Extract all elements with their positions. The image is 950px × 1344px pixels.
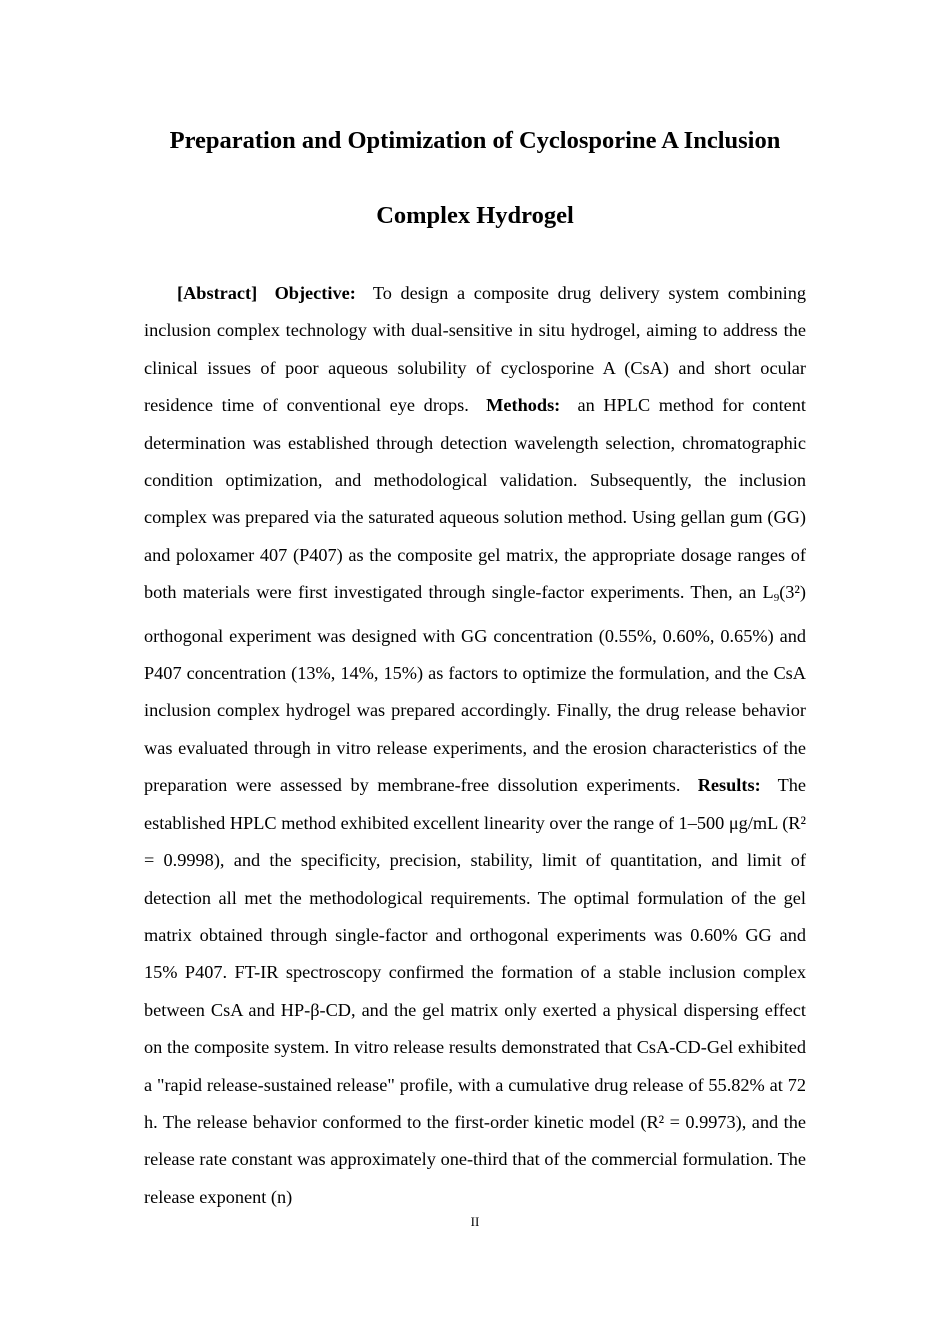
methods-text-b: (3²) orthogonal experiment was designed with GG concentration (0.55%, 0.60%, 0.65%) and P407 concentration (13%, 14%, 15%) as factors to optimize the formulation, and the CsA inclusion complex hydrogel was prepared accordingly. Finally, the drug release behavior was evaluated through in vitro release experiments, and the erosion characteristics of the preparation were assessed by membrane-free dissolution experiments. <box>144 582 806 796</box>
methods-subscript: 9 <box>773 592 780 605</box>
results-label: Results: <box>697 775 761 796</box>
paper-title-line-2: Complex Hydrogel <box>376 202 574 229</box>
page-number: II <box>470 1214 480 1229</box>
objective-label: Objective: <box>274 283 356 303</box>
paper-title-line-1: Preparation and Optimization of Cyclosporine A Inclusion <box>169 127 781 154</box>
results-text: The established HPLC method exhibited excellent linearity over the range of 1–500 μg/mL (R² = 0.9998), and the specificity, precision, stability, limit of quantitation, and limit of detection all met the methodological requirements. The optimal formulation of the gel matrix obtained through single-factor and orthogonal experiments was 0.60% GG and 15% P407. FT-IR spectroscopy confirmed the formation of a stable inclusion complex between CsA and HP-β-CD, and the gel matrix only exerted a physical dispersing effect on the composite system. In vitro release results demonstrated that CsA-CD-Gel exhibited a "rapid release-sustained release" profile, with a cumulative drug release of 55.82% at 72 h. The release behavior conformed to the first-order kinetic model (R² = 0.9973), and the release rate constant was approximately one-third that of the commercial formulation. The release exponent (n) <box>144 775 806 1207</box>
methods-text-a: an HPLC method for content determination was established through detection wavelength selection, chromatographic condition optimization, and methodological validation. Subsequently, the inclusion complex was prepared via the saturated aqueous solution method. Using gellan gum (GG) and poloxamer 407 (P407) as the composite gel matrix, the appropriate dosage ranges of both materials were first investigated through single-factor experiments. Then, an L <box>144 395 807 603</box>
methods-label: Methods: <box>486 395 561 416</box>
objective-text: To design a composite drug delivery system combining inclusion complex technology with dual-sensitive in situ hydrogel, aiming to address the clinical issues of poor aqueous solubility of cyclosporine A (CsA) and short ocular residence time of conventional eye drops. <box>144 283 806 416</box>
abstract-label: [Abstract] <box>177 283 258 303</box>
abstract-paragraph <box>144 275 806 1216</box>
